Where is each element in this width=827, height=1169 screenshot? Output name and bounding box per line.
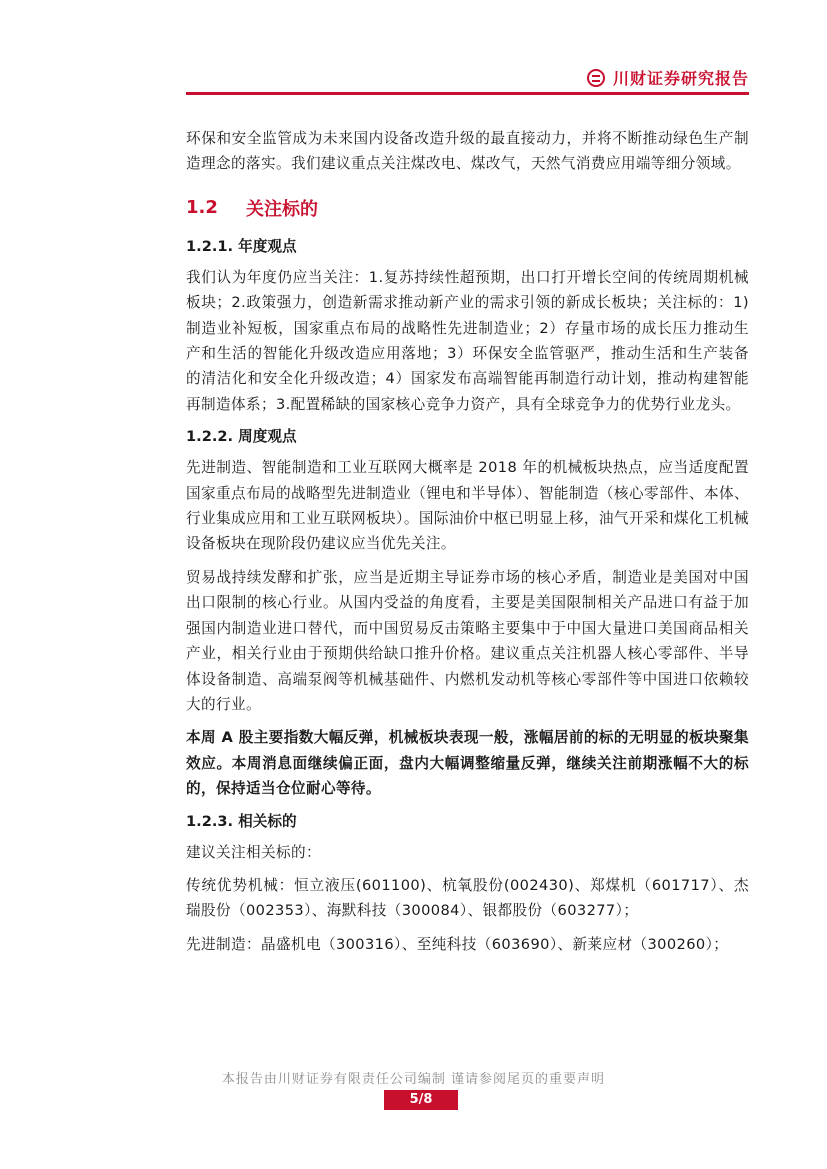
targets-advanced: 先进制造：晶盛机电（300316）、至纯科技（603690）、新莱应材（300260）； <box>186 935 729 953</box>
weekly-view-paragraph-1: 先进制造、智能制造和工业互联网大概率是 2018 年的机械板块热点，应当适度配置国家重点布局的战略型先进制造业（锂电和半导体）、智能制造（核心零部件、本体、行业集成应用和工业互联网板块）。国际油价中枢已明显上移，油气开采和煤化工机械设备板块在现阶段仍建议应当优先关注。 <box>186 459 749 553</box>
brand-logo-icon <box>587 69 605 87</box>
brand-name: 川财证券研究报告 <box>612 69 749 88</box>
brand <box>587 66 749 89</box>
section-title: 关注标的 <box>246 198 318 220</box>
footer-disclaimer: 本报告由川财证券有限责任公司编制 谨请参阅尾页的重要声明 <box>221 1072 606 1087</box>
targets-traditional: 传统优势机械：恒立液压(601100)、杭氧股份(002430)、郑煤机（601717）、杰瑞股份（002353）、海默科技（300084）、银都股份（603277）； <box>186 876 749 920</box>
section-number: 1.2 <box>186 197 218 219</box>
intro-paragraph: 环保和安全监管成为未来国内设备改造升级的最直接动力，并将不断推动绿色生产制造理念的落实。我们建议重点关注煤改电、煤改气，天然气消费应用端等细分领域。 <box>186 130 749 173</box>
header-divider <box>186 92 749 95</box>
subsection-heading-annual: 1.2.1. 年度观点 <box>186 237 297 255</box>
page-number: 5/8 <box>384 1090 458 1110</box>
body-content <box>186 126 749 965</box>
subsection-heading-targets: 1.2.3. 相关标的 <box>186 812 297 830</box>
subsection-heading-weekly: 1.2.2. 周度观点 <box>186 428 297 446</box>
weekly-view-summary: 本周 A 股主要指数大幅反弹，机械板块表现一般，涨幅居前的标的无明显的板块聚集效应。本周消息面继续偏正面，盘内大幅调整缩量反弹，继续关注前期涨幅不大的标的，保持适当仓位耐心等待。 <box>186 729 749 798</box>
targets-intro: 建议关注相关标的： <box>186 843 321 861</box>
weekly-view-paragraph-2: 贸易战持续发酵和扩张，应当是近期主导证券市场的核心矛盾，制造业是美国对中国出口限制的核心行业。从国内受益的角度看，主要是美国限制相关产品进口有益于加强国内制造业进口替代，而中国贸易反击策略主要集中于中国大量进口美国商品相关产业，相关行业由于预期供给缺口推升价格。建议重点关注机器人核心零部件、半导体设备制造、高端泵阀等机械基础件、内燃机发动机等核心零部件等中国进口依赖较大的行业。 <box>186 568 749 713</box>
page-header <box>186 66 749 96</box>
section-heading <box>186 193 749 223</box>
annual-view-paragraph: 我们认为年度仍应当关注：1.复苏持续性超预期，出口打开增长空间的传统周期机械板块；2.政策强力，创造新需求推动新产业的需求引领的新成长板块；关注标的：1)制造业补短板，国家重点布局的战略性先进制造业；2）存量市场的成长压力推动生产和生活的智能化升级改造应用落地；3）环保安全监管驱严，推动生活和生产装备的清洁化和安全化升级改造；4）国家发布高端智能再制造行动计划，推动构建智能再制造体系；3.配置稀缺的国家核心竞争力资产，具有全球竞争力的优势行业龙头。 <box>186 268 749 413</box>
